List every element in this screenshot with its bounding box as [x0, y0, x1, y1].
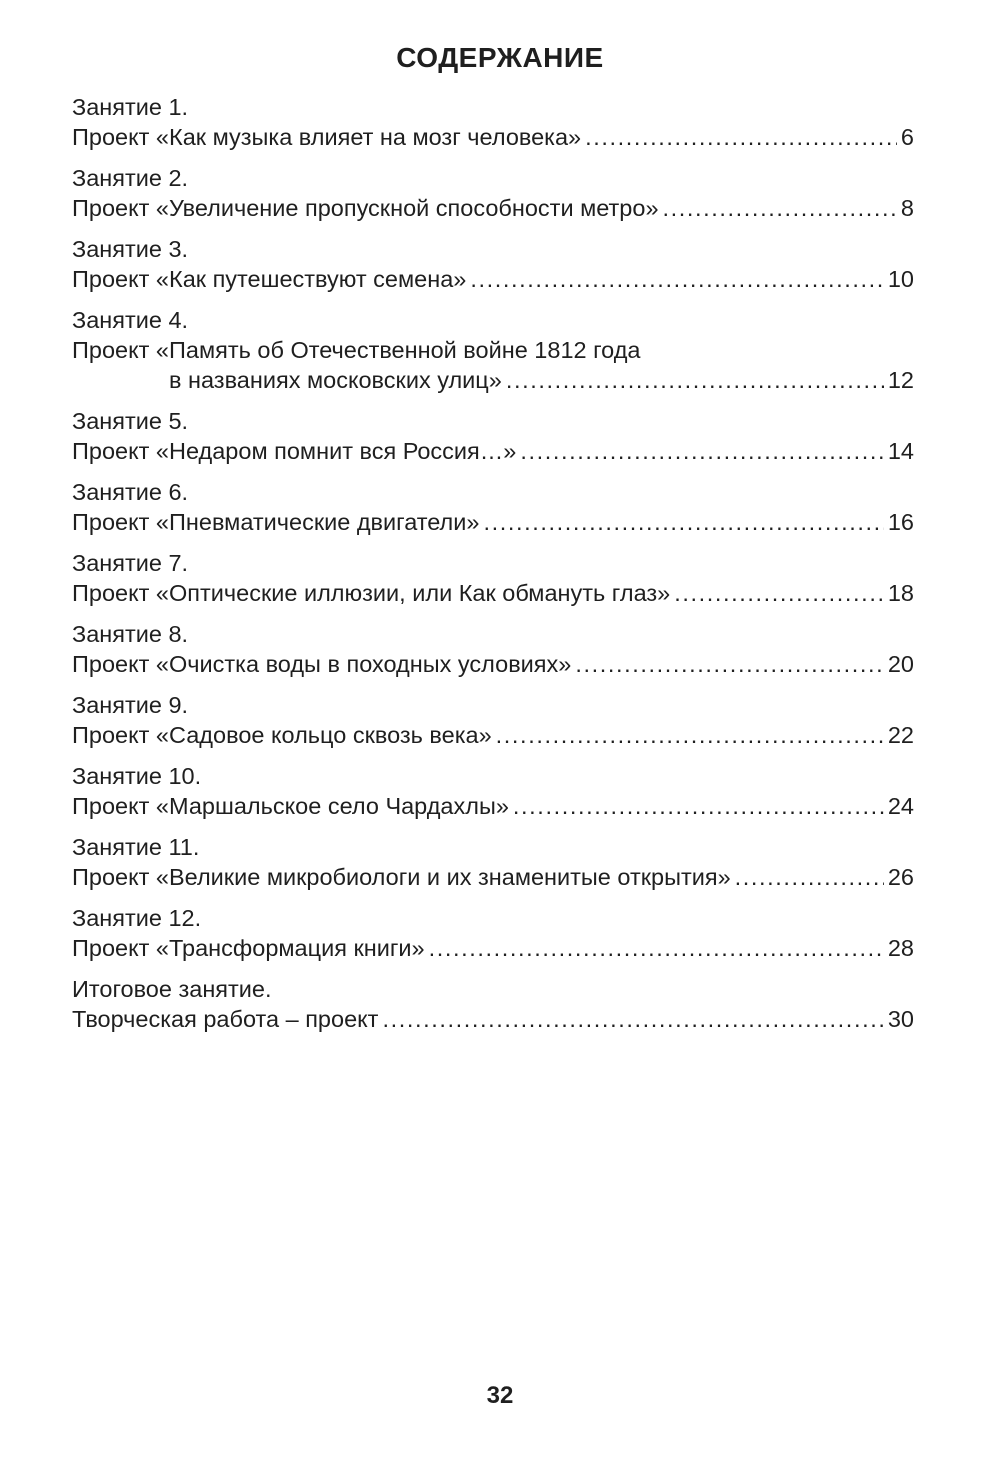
toc-entry-page: 12 — [887, 367, 914, 393]
toc-entry-title: Творческая работа – проект — [72, 1006, 379, 1032]
toc-entry-label: Занятие 7. — [72, 550, 189, 576]
toc-entry[interactable] — [72, 234, 914, 294]
toc-entry[interactable] — [72, 761, 914, 821]
toc-entry-title: Проект «Пневматические двигатели» — [72, 509, 480, 535]
toc-entry-page: 24 — [887, 793, 914, 819]
toc-entry-label: Занятие 11. — [72, 834, 200, 860]
toc-entry-label: Занятие 12. — [72, 905, 202, 931]
toc-entry-title: Проект «Как музыка влияет на мозг человека» — [72, 124, 582, 150]
toc-entry-page: 18 — [887, 580, 914, 606]
toc-entry[interactable] — [72, 477, 914, 537]
page-title: СОДЕРЖАНИЕ — [396, 42, 604, 73]
toc-entry-label: Занятие 9. — [72, 692, 189, 718]
toc-entry[interactable] — [72, 619, 914, 679]
toc-entry-title: Проект «Великие микробиологи и их знаменитые открытия» — [72, 864, 731, 890]
toc-entry-title: Проект «Память об Отечественной войне 1812 года — [72, 337, 641, 363]
toc-entry-label: Занятие 3. — [72, 236, 189, 262]
toc-entry-label: Занятие 2. — [72, 165, 189, 191]
toc-entry[interactable] — [72, 163, 914, 223]
toc-entry-title: Проект «Оптические иллюзии, или Как обмануть глаз» — [72, 580, 671, 606]
toc-entry-label: Итоговое занятие. — [72, 976, 272, 1002]
toc-entry[interactable] — [72, 406, 914, 466]
dot-leader — [735, 862, 884, 892]
toc-entry-label: Занятие 6. — [72, 479, 189, 505]
toc-entry-page: 10 — [887, 266, 914, 292]
dot-leader — [506, 365, 884, 395]
toc-entry-label: Занятие 8. — [72, 621, 189, 647]
toc-entry-title: Проект «Маршальское село Чардахлы» — [72, 793, 509, 819]
toc-entry[interactable] — [72, 974, 914, 1034]
toc-entry[interactable] — [72, 832, 914, 892]
toc-entry-title: Проект «Садовое кольцо сквозь века» — [72, 722, 492, 748]
dot-leader — [382, 1004, 883, 1034]
toc-entry-page: 26 — [887, 864, 914, 890]
toc-entry-page: 16 — [887, 509, 914, 535]
toc-entry-label: Занятие 5. — [72, 408, 189, 434]
toc-entry[interactable] — [72, 903, 914, 963]
page-number: 32 — [486, 1382, 514, 1409]
toc-entry-title-continued: в названиях московских улиц» — [169, 367, 502, 393]
toc-entry-label: Занятие 10. — [72, 763, 202, 789]
dot-leader — [520, 436, 884, 466]
dot-leader — [575, 649, 884, 679]
dot-leader — [663, 193, 897, 223]
toc-entry-title: Проект «Очистка воды в походных условиях» — [72, 651, 572, 677]
toc-entry-title: Проект «Трансформация книги» — [72, 935, 425, 961]
dot-leader — [496, 720, 884, 750]
dot-leader — [483, 507, 883, 537]
toc-entry-page: 14 — [887, 438, 914, 464]
toc-entry-title: Проект «Как путешествуют семена» — [72, 266, 467, 292]
toc-entry-title: Проект «Увеличение пропускной способности метро» — [72, 195, 659, 221]
toc-entry[interactable] — [72, 548, 914, 608]
toc-entry-label: Занятие 4. — [72, 307, 189, 333]
dot-leader — [674, 578, 884, 608]
toc-entry-page: 6 — [900, 124, 914, 150]
toc-entry[interactable] — [72, 92, 914, 152]
toc-entry-page: 22 — [887, 722, 914, 748]
toc-entry[interactable] — [72, 305, 914, 395]
toc-entry[interactable] — [72, 690, 914, 750]
toc-entry-page: 20 — [887, 651, 914, 677]
toc-entry-label: Занятие 1. — [72, 94, 189, 120]
toc-entry-page: 8 — [900, 195, 914, 221]
dot-leader — [429, 933, 884, 963]
toc-entry-page: 28 — [887, 935, 914, 961]
table-of-contents — [72, 92, 914, 1045]
toc-entry-title: Проект «Недаром помнит вся Россия…» — [72, 438, 517, 464]
dot-leader — [470, 264, 884, 294]
dot-leader — [585, 122, 897, 152]
toc-entry-page: 30 — [887, 1006, 914, 1032]
dot-leader — [513, 791, 884, 821]
